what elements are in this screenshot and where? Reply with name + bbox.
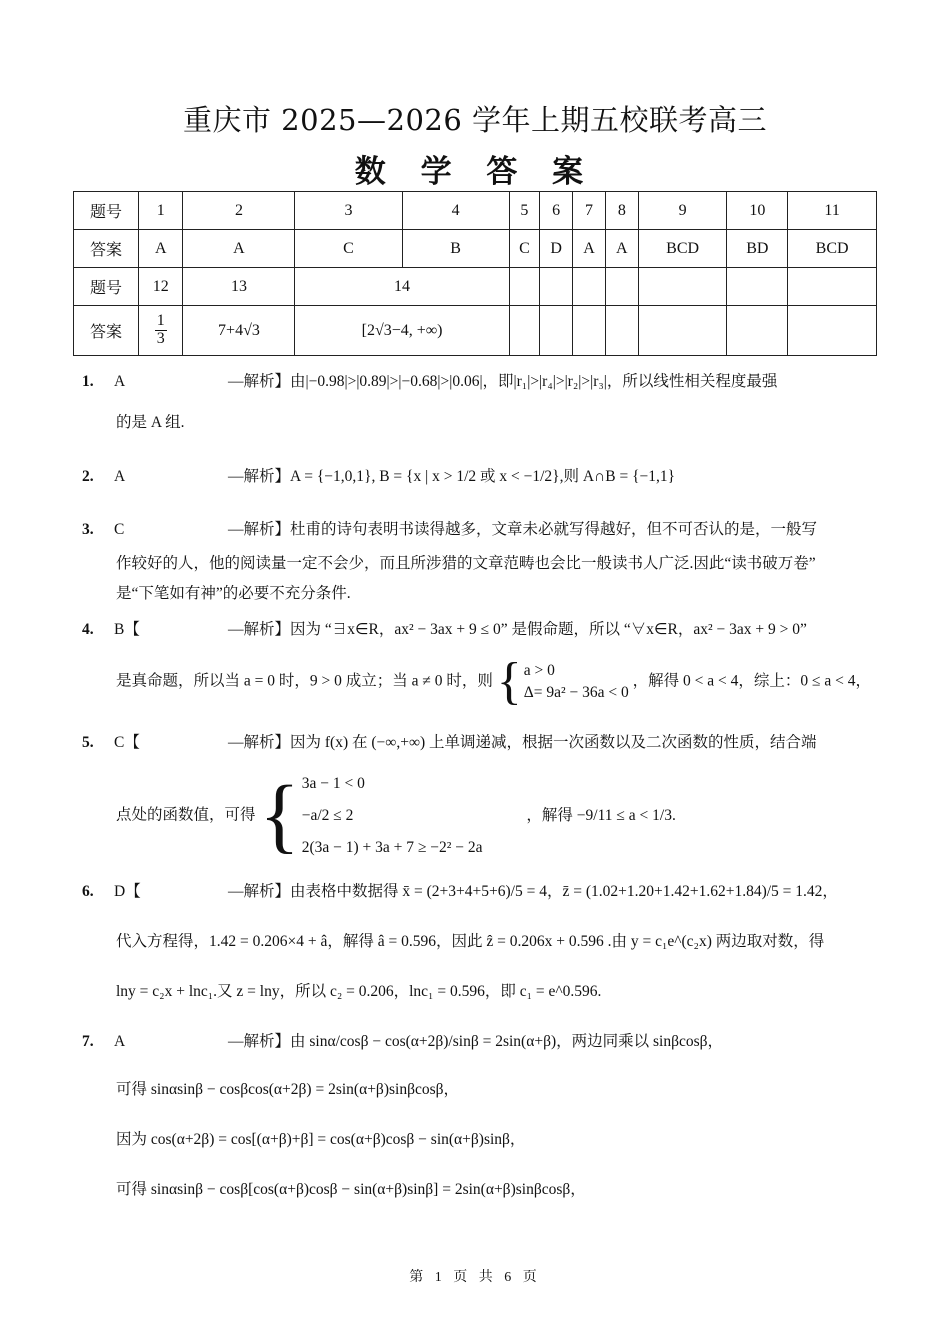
empty-cell — [540, 306, 573, 356]
question-cell: 1 — [139, 192, 183, 230]
question-cell: 4 — [402, 192, 509, 230]
empty-cell — [727, 268, 788, 306]
question-cell: 14 — [295, 268, 509, 306]
solution-1: 1. A —解析】由|−0.98|>|0.89|>|−0.68|>|0.06|，即|r₁|>|r₄|>|r₂|>|r₃|，所以线性相关程度最强 — [82, 373, 778, 390]
answer-cell: C — [509, 230, 540, 268]
question-cell: 13 — [183, 268, 295, 306]
solution-4-line: 是真命题，所以当 a = 0 时，9 > 0 成立；当 a ≠ 0 时，则 { a > 0 Δ= 9a² − 36a < 0 ，解得 0 < a < 4，综上：0 ≤ a < 4， — [116, 653, 871, 710]
answer-cell: A — [139, 230, 183, 268]
question-cell: 10 — [727, 192, 788, 230]
question-cell: 8 — [605, 192, 638, 230]
question-cell: 2 — [183, 192, 295, 230]
fraction: $\frac{1}{3}$ — [156, 312, 165, 347]
question-cell: 5 — [509, 192, 540, 230]
solution-4: 4. B【 —解析】因为 “∃x∈R，ax² − 3ax + 9 ≤ 0” 是假命题，所以 “∀x∈R，ax² − 3ax + 9 > 0” — [82, 621, 807, 638]
solution-5: 5. C【 —解析】因为 f(x) 在 (−∞,+∞) 上单调递减，根据一次函数以及二次函数的性质，结合端 — [82, 734, 817, 751]
solution-3-line: 作较好的人，他的阅读量一定不会少，而且所涉猎的文章范畴也会比一般读书人广泛.因此“读书破万卷” — [116, 555, 816, 572]
answer-cell: BD — [727, 230, 788, 268]
answer-cell: A — [183, 230, 295, 268]
empty-cell — [509, 268, 540, 306]
empty-cell — [605, 306, 638, 356]
row-label: 题号 — [74, 268, 139, 306]
solution-7: 7. A —解析】由 sinα/cosβ − cos(α+2β)/sinβ = 2sin(α+β)，两边同乘以 sinβcosβ， — [82, 1033, 724, 1050]
answer-cell: BCD — [788, 230, 877, 268]
solution-3: 3. C —解析】杜甫的诗句表明书读得越多，文章未必就写得越好，但不可否认的是，一般写 — [82, 521, 818, 538]
solution-6-line: 代入方程得，1.42 = 0.206×4 + â，解得 â = 0.596，因此 ẑ = 0.206x + 0.596 .由 y = c₁e^(c₂x) 两边取对数，得 — [116, 933, 825, 950]
solution-5-line: 点处的函数值，可得 { 3a − 1 < 0 −a/2 ≤ 2 2(3a − 1) + 3a + 7 ≥ −2² − 2a ，解得 −9/11 ≤ a < 1/3. — [116, 769, 676, 862]
document-subtitle: 数 学 答 案 — [354, 154, 596, 190]
question-cell: 6 — [540, 192, 573, 230]
answer-cell: [2√3−4, +∞) — [295, 306, 509, 356]
question-cell: 9 — [638, 192, 727, 230]
empty-cell — [573, 268, 606, 306]
answer-cell-fraction — [139, 306, 183, 356]
solution-2: 2. A —解析】A = {−1,0,1}, B = {x | x > 1/2 或 x < −1/2},则 A∩B = {−1,1} — [82, 468, 676, 485]
row-label: 答案 — [74, 306, 139, 356]
answer-row-1 — [74, 230, 877, 268]
equation-system: { a > 0 Δ= 9a² − 36a < 0 — [496, 653, 629, 710]
answer-cell: A — [573, 230, 606, 268]
question-cell: 7 — [573, 192, 606, 230]
empty-cell — [605, 268, 638, 306]
empty-cell — [573, 306, 606, 356]
empty-cell — [540, 268, 573, 306]
solution-6-line: lny = c₂x + lnc₁.又 z = lny，所以 c₂ = 0.206，lnc₁ = 0.596，即 c₁ = e^0.596. — [116, 983, 602, 1000]
answer-cell: D — [540, 230, 573, 268]
row-label: 题号 — [74, 192, 139, 230]
document-title: 重庆市 2025—2026 学年上期五校联考高三 — [182, 103, 768, 137]
empty-cell — [509, 306, 540, 356]
question-cell: 3 — [295, 192, 402, 230]
answer-row-2 — [74, 306, 877, 356]
solution-6: 6. D【 —解析】由表格中数据得 x̄ = (2+3+4+5+6)/5 = 4，z̄ = (1.02+1.20+1.42+1.62+1.84)/5 = 1.42， — [82, 883, 838, 900]
question-cell: 11 — [788, 192, 877, 230]
answer-table — [73, 191, 877, 356]
question-row-1 — [74, 192, 877, 230]
row-label: 答案 — [74, 230, 139, 268]
answer-cell: BCD — [638, 230, 727, 268]
question-cell: 12 — [139, 268, 183, 306]
solution-7-line: 因为 cos(α+2β) = cos[(α+β)+β] = cos(α+β)cosβ − sin(α+β)sinβ， — [116, 1131, 526, 1148]
answer-cell: C — [295, 230, 402, 268]
empty-cell — [638, 268, 727, 306]
solution-7-line: 可得 sinαsinβ − cosβ[cos(α+β)cosβ − sin(α+β)sinβ] = 2sin(α+β)sinβcosβ， — [116, 1181, 586, 1198]
question-row-2 — [74, 268, 877, 306]
solution-1-line: 的是 A 组. — [116, 414, 185, 431]
empty-cell — [727, 306, 788, 356]
empty-cell — [638, 306, 727, 356]
page-number: 第 1 页 共 6 页 — [409, 1270, 541, 1285]
answer-cell: B — [402, 230, 509, 268]
answer-cell: A — [605, 230, 638, 268]
solution-3-line: 是“下笔如有神”的必要不充分条件. — [116, 585, 351, 602]
solution-7-line: 可得 sinαsinβ − cosβcos(α+2β) = 2sin(α+β)sinβcosβ， — [116, 1081, 460, 1098]
empty-cell — [788, 268, 877, 306]
answer-cell: 7+4√3 — [183, 306, 295, 356]
inequality-system: { 3a − 1 < 0 −a/2 ≤ 2 2(3a − 1) + 3a + 7 ≥ −2² − 2a — [259, 769, 483, 862]
empty-cell — [788, 306, 877, 356]
